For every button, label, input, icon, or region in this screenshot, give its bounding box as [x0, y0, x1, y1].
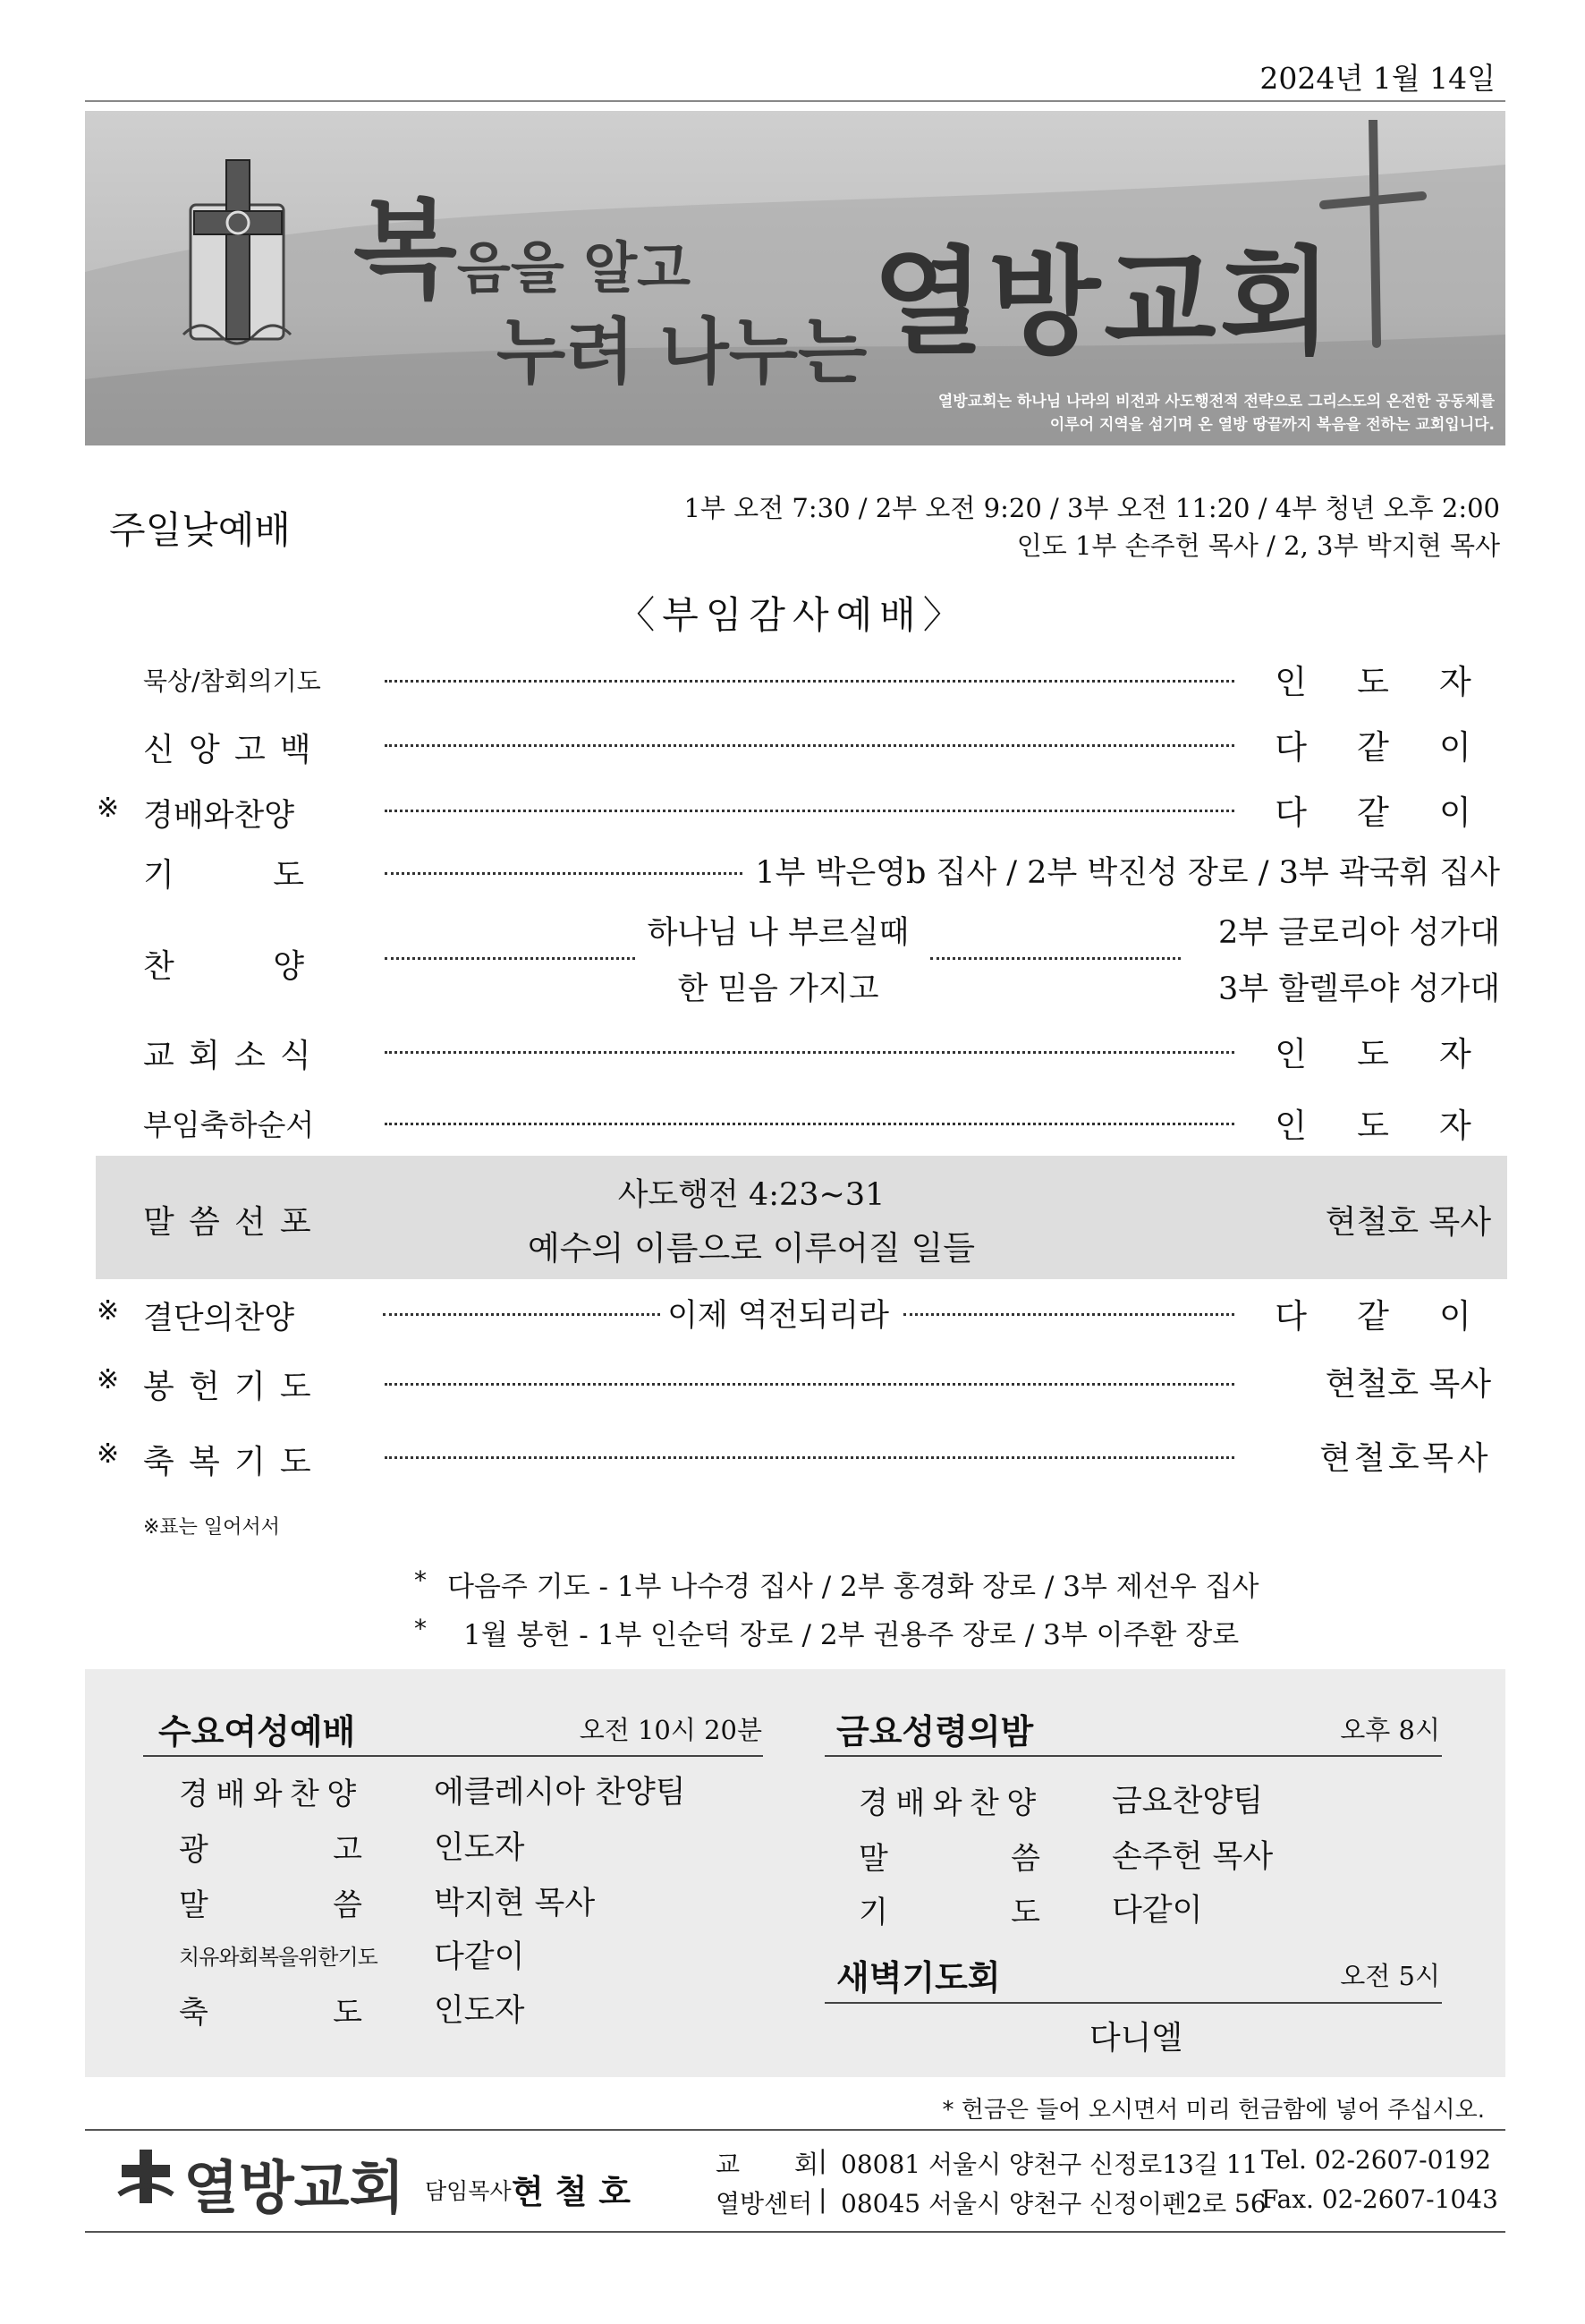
fri-label [859, 1887, 1040, 1931]
value-prayer: 1부 박은영b 집사 / 2부 박진성 장로 / 3부 곽국휘 집사 [755, 855, 1500, 891]
leader-dots [383, 1313, 660, 1316]
center-address: 08045 서울시 양천구 신정이펜2로 56 [841, 2189, 1267, 2218]
label-prayer [143, 850, 304, 895]
offering-schedule: 1월 봉헌 - 1부 인순덕 장로 / 2부 권용주 장로 / 3부 이주환 장로 [463, 1619, 1240, 1651]
wed-label: 경배와찬양 [179, 1777, 364, 1812]
value-creed: 다 같 이 [1275, 728, 1491, 767]
cross-scroll-icon [174, 156, 300, 352]
value-news: 인 도 자 [1275, 1035, 1491, 1073]
banner-desc-line1: 열방교회는 하나님 나라의 비전과 사도행전적 전략으로 그리스도의 온전한 공동체를 [937, 393, 1495, 411]
bulletin-date: 2024년 1월 14일 [1259, 61, 1496, 96]
standing-mark: ※ [97, 793, 120, 824]
value-decision: 다 같 이 [1275, 1297, 1491, 1336]
friday-time: 오후 8시 [1340, 1715, 1440, 1745]
wed-char: 축 [179, 1995, 208, 2031]
standing-mark: ※ [97, 1438, 120, 1470]
addr-separator: | [818, 2184, 827, 2214]
header-banner [85, 111, 1505, 445]
service-title: 〈부임감사예배〉 [617, 593, 968, 637]
fri-label: 경배와찬양 [859, 1785, 1044, 1821]
leader-dots [903, 1313, 1234, 1316]
worship-times: 1부 오전 7:30 / 2부 오전 9:20 / 3부 오전 11:20 / 4부 청년 오후 2:00 [683, 493, 1500, 523]
leader-dots [385, 1383, 1234, 1386]
leader-dots [385, 1123, 1234, 1125]
church-tel: Tel. 02-2607-0192 [1261, 2145, 1491, 2175]
label-offering-prayer: 봉헌기도 [143, 1369, 326, 1405]
label-sermon: 말씀선포 [143, 1204, 326, 1241]
sermon-preacher: 현철호 목사 [1325, 1204, 1491, 1241]
fri-char: 기 [859, 1895, 888, 1930]
next-prayer: 다음주 기도 - 1부 나수경 집사 / 2부 홍경화 장로 / 3부 제선우 집사 [447, 1571, 1259, 1603]
slogan-rest: 음을 알고 [456, 235, 691, 301]
pastor-name: 현 철 호 [512, 2173, 631, 2211]
bullet-mark: * [414, 1565, 427, 1595]
value-offering-prayer: 현철호 목사 [1325, 1366, 1491, 1403]
wed-value: 인도자 [434, 1830, 525, 1866]
label-celebration: 부임축하순서 [143, 1107, 315, 1142]
dawn-content: 다니엘 [1089, 2020, 1183, 2057]
footer-logo-text: 열방교회 [183, 2156, 405, 2222]
leader-dots [385, 810, 1234, 812]
value-celebration: 인 도 자 [1275, 1107, 1491, 1145]
wed-value: 인도자 [434, 1993, 525, 2029]
label-news: 교회소식 [143, 1038, 326, 1074]
slogan-big-char: 복 [353, 189, 457, 313]
song-2: 한 믿음 가지고 [677, 971, 879, 1007]
bullet-mark: * [414, 1614, 427, 1643]
church-char: 교 [716, 2150, 741, 2179]
sermon-title: 예수의 이름으로 이루어질 일들 [528, 1229, 975, 1268]
wednesday-title: 수요여성예배 [158, 1712, 356, 1751]
church-char: 회 [793, 2150, 818, 2179]
church-address: 08081 서울시 양천구 신정로13길 11 [841, 2150, 1259, 2179]
choir-2: 3부 할렐루야 성가대 [1218, 971, 1500, 1007]
fri-value: 금요찬양팀 [1112, 1784, 1264, 1819]
fri-value: 손주헌 목사 [1112, 1839, 1274, 1875]
wed-char: 광 [179, 1832, 208, 1868]
top-divider [85, 100, 1505, 102]
banner-church-name: 열방교회 [872, 234, 1336, 370]
dawn-time: 오전 5시 [1340, 1961, 1440, 1991]
dawn-divider [825, 2002, 1442, 2004]
label-choir [143, 941, 304, 987]
wednesday-divider [143, 1755, 763, 1757]
wed-char: 씀 [333, 1887, 362, 1923]
wed-label [179, 1825, 362, 1869]
standing-mark: ※ [97, 1295, 120, 1327]
wed-label: 치유와회복을위한기도 [179, 1945, 377, 1970]
wed-char: 도 [333, 1995, 362, 2031]
center-fax: Fax. 02-2607-1043 [1261, 2184, 1498, 2214]
leader-dots [385, 680, 1234, 683]
sermon-scripture: 사도행전 4:23~31 [617, 1177, 886, 1213]
banner-desc-line2: 이루어 지역을 섬기며 온 열방 땅끝까지 복음을 전하는 교회입니다. [1049, 416, 1495, 434]
wed-value: 박지현 목사 [434, 1886, 596, 1921]
wednesday-time: 오전 10시 20분 [579, 1715, 762, 1745]
label-benediction: 축복기도 [143, 1444, 326, 1480]
leader-dots [930, 957, 1181, 960]
song-1: 하나님 나 부르실때 [647, 915, 910, 951]
fri-value: 다같이 [1112, 1893, 1203, 1929]
worship-title: 주일낮예배 [109, 508, 291, 552]
choir-char2: 양 [273, 948, 304, 985]
standing-note: ※표는 일어서서 [143, 1516, 280, 1539]
worship-leaders: 인도 1부 손주헌 목사 / 2, 3부 박지현 목사 [1016, 530, 1500, 561]
label-meditation: 묵상/참회의기도 [143, 666, 321, 696]
friday-title: 금요성령의밤 [836, 1712, 1034, 1751]
wed-char: 고 [333, 1832, 362, 1868]
leader-dots [385, 1456, 1234, 1459]
label-creed: 신앙고백 [143, 732, 326, 768]
wed-label [179, 1880, 362, 1924]
value-benediction: 현철호목사 [1319, 1440, 1491, 1477]
wed-value: 에클레시아 찬양팀 [434, 1775, 686, 1811]
value-praise: 다 같 이 [1275, 793, 1491, 832]
offering-note [942, 2091, 1485, 2125]
value-meditation: 인 도 자 [1275, 663, 1491, 701]
leader-dots [385, 957, 635, 960]
fri-label [859, 1834, 1040, 1878]
banner-slogan-line2: 누려 나누는 [496, 310, 868, 394]
prayer-char1: 기 [143, 857, 174, 894]
leader-dots [385, 1051, 1234, 1054]
pastor-label: 담임목사 [425, 2178, 512, 2204]
wed-label [179, 1988, 362, 2031]
label-decision: 결단의찬양 [143, 1301, 295, 1336]
label-praise: 경배와찬양 [143, 798, 295, 834]
church-label [716, 2145, 818, 2181]
footer-top-divider [85, 2129, 1505, 2131]
church-logo-icon [114, 2145, 177, 2208]
decision-song: 이제 역전되리라 [667, 1298, 889, 1334]
leader-dots [385, 744, 1234, 747]
friday-divider [825, 1755, 1442, 1757]
center-label: 열방센터 [716, 2189, 813, 2218]
fri-char: 말 [859, 1841, 888, 1877]
prayer-char2: 도 [273, 857, 304, 894]
leader-dots [385, 872, 742, 875]
fri-char: 도 [1011, 1895, 1040, 1930]
choir-char1: 찬 [143, 948, 174, 985]
choir-1: 2부 글로리아 성가대 [1218, 915, 1500, 951]
fri-char: 씀 [1011, 1841, 1040, 1877]
dawn-title: 새벽기도회 [836, 1958, 1001, 1997]
wed-char: 말 [179, 1887, 208, 1923]
note-mark: * [942, 2097, 962, 2124]
footer-bottom-divider [85, 2231, 1505, 2233]
wed-value: 다같이 [434, 1939, 525, 1975]
standing-mark: ※ [97, 1364, 120, 1395]
offering-note-text: 헌금은 들어 오시면서 미리 헌금함에 넣어 주십시오. [961, 2097, 1485, 2124]
addr-separator: | [818, 2145, 827, 2175]
